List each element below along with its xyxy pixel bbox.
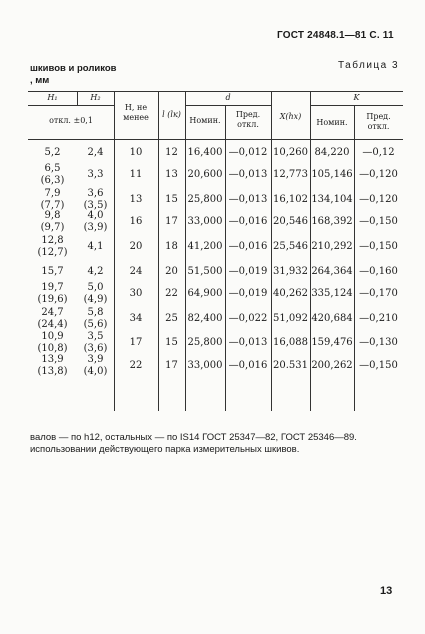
cell-h1: 13,9 (13,8) (37, 354, 68, 377)
header-sub-rule-k (310, 105, 403, 106)
cell-l: 20 (165, 266, 178, 277)
cell-k-tol: —0,130 (359, 337, 398, 348)
cell-h2: 3,6 (3,5) (83, 188, 108, 211)
cell-k-tol: —0,160 (359, 266, 398, 277)
col-header-k: K (353, 93, 360, 102)
cell-x: 31,932 (273, 266, 308, 277)
cell-h2: 5,0 (4,9) (83, 282, 108, 305)
cell-d-tol: —0,022 (228, 313, 268, 324)
col-header-d-tolerance: Пред. откл. (235, 110, 261, 129)
cell-l: 12 (165, 147, 178, 158)
cell-k-tol: —0,210 (359, 313, 398, 324)
cell-x: 25,546 (273, 241, 308, 252)
cell-x: 40,262 (273, 288, 308, 299)
cell-d-nom: 51,500 (187, 266, 223, 277)
cell-k-nom: 84,220 (314, 147, 350, 158)
col-header-l: l (lк) (162, 110, 181, 119)
cell-d-nom: 64,900 (187, 288, 223, 299)
col-header-d: d (225, 93, 231, 102)
table-top-rule (28, 91, 403, 92)
cell-d-nom: 25,800 (187, 194, 223, 205)
cell-h: 30 (129, 288, 143, 299)
cell-h: 24 (129, 266, 143, 277)
cell-h2: 2,4 (87, 147, 104, 158)
cell-h1: 7,9 (7,7) (40, 188, 65, 211)
cell-l: 22 (165, 288, 178, 299)
standard-header: ГОСТ 24848.1—81 С. 11 (277, 30, 394, 41)
cell-d-nom: 33,000 (187, 216, 223, 227)
cell-k-nom: 105,146 (311, 169, 353, 180)
cell-x: 20,546 (273, 216, 308, 227)
cell-h2: 4,1 (87, 241, 104, 252)
header-bottom-rule (28, 139, 403, 140)
cell-h1: 9,8 (9,7) (40, 210, 65, 233)
cell-h1: 24,7 (24,4) (37, 307, 68, 330)
cell-x: 20.531 (273, 360, 308, 371)
col-header-k-tolerance: Пред. откл. (366, 112, 391, 131)
cell-d-nom: 82,400 (187, 313, 223, 324)
cell-k-tol: —0,150 (359, 360, 398, 371)
cell-l: 25 (165, 313, 178, 324)
cell-h1: 6,5 (6,3) (40, 163, 65, 186)
cell-h: 13 (129, 194, 143, 205)
col-header-h2: H₂ (90, 93, 101, 102)
cell-d-tol: —0,016 (228, 216, 268, 227)
cell-l: 18 (165, 241, 178, 252)
col-header-tolerance: откл. ±0,1 (49, 116, 93, 125)
cell-d-tol: —0,013 (228, 194, 268, 205)
cell-h1: 15,7 (41, 266, 64, 277)
cell-k-tol: —0,120 (359, 169, 398, 180)
cell-k-nom: 210,292 (311, 241, 353, 252)
cell-k-nom: 168,392 (311, 216, 353, 227)
header-sub-rule-d (185, 105, 271, 106)
cell-h: 11 (129, 169, 143, 180)
col-header-h-min: H, не менее (123, 103, 149, 122)
cell-h: 22 (129, 360, 143, 371)
cell-k-tol: —0,120 (359, 194, 398, 205)
cell-x: 12,773 (273, 169, 308, 180)
cell-d-tol: —0,013 (228, 337, 268, 348)
col-header-d-nominal: Номин. (189, 116, 221, 125)
cell-d-nom: 20,600 (187, 169, 223, 180)
cell-h1: 10,9 (10,8) (37, 331, 68, 354)
cell-x: 10,260 (273, 147, 308, 158)
cell-d-nom: 41,200 (187, 241, 223, 252)
cell-h: 17 (129, 337, 143, 348)
cell-h1: 12,8 (12,7) (37, 235, 68, 258)
cell-d-nom: 25,800 (187, 337, 223, 348)
cell-h: 34 (129, 313, 143, 324)
cell-d-tol: —0,019 (228, 266, 268, 277)
cell-h2: 3,9 (4,0) (83, 354, 108, 377)
cell-k-nom: 264,364 (311, 266, 353, 277)
cell-k-tol: —0,12 (362, 147, 395, 158)
cell-h: 10 (129, 147, 143, 158)
cell-h: 16 (129, 216, 143, 227)
cell-l: 15 (165, 337, 178, 348)
cell-x: 16,088 (273, 337, 308, 348)
table-continuation-title: шкивов и роликов (30, 63, 117, 74)
cell-h1: 5,2 (44, 147, 61, 158)
cell-d-tol: —0,013 (228, 169, 268, 180)
cell-k-tol: —0,170 (359, 288, 398, 299)
col-header-x: X(hx) (279, 112, 302, 121)
page-number: 13 (380, 585, 393, 597)
cell-h1: 19,7 (19,6) (37, 282, 68, 305)
cell-h2: 5,8 (5,6) (83, 307, 108, 330)
cell-x: 51,092 (273, 313, 308, 324)
cell-h2: 4,0 (3,9) (83, 210, 108, 233)
cell-h2: 3,3 (87, 169, 104, 180)
cell-l: 17 (165, 360, 178, 371)
table-label: Таблица 3 (338, 60, 400, 71)
cell-x: 16,102 (273, 194, 308, 205)
cell-k-nom: 420,684 (311, 313, 353, 324)
cell-l: 13 (165, 169, 178, 180)
cell-k-nom: 159,476 (311, 337, 353, 348)
cell-d-nom: 16,400 (187, 147, 223, 158)
cell-l: 17 (165, 216, 178, 227)
cell-d-tol: —0,019 (228, 288, 268, 299)
cell-h: 20 (129, 241, 143, 252)
cell-l: 15 (165, 194, 178, 205)
col-header-k-nominal: Номин. (316, 118, 348, 127)
cell-h2: 4,2 (87, 266, 104, 277)
footnote-line-2: использовании действующего парка измерительных шкивов. (30, 444, 300, 455)
header-sub-rule-left (28, 105, 114, 106)
cell-d-nom: 33,000 (187, 360, 223, 371)
footnote-line-1: валов — по h12, остальных — по IS14 ГОСТ 25347—82, ГОСТ 25346—89. (30, 432, 357, 443)
cell-k-nom: 134,104 (311, 194, 353, 205)
unit-label: , мм (30, 75, 50, 86)
cell-d-tol: —0,012 (228, 147, 268, 158)
cell-d-tol: —0,016 (228, 241, 268, 252)
cell-d-tol: —0,016 (228, 360, 268, 371)
cell-k-tol: —0,150 (359, 241, 398, 252)
col-header-h1: H₁ (47, 93, 58, 102)
cell-h2: 3,5 (3,6) (83, 331, 108, 354)
cell-k-nom: 335,124 (311, 288, 353, 299)
cell-k-tol: —0,150 (359, 216, 398, 227)
cell-k-nom: 200,262 (311, 360, 353, 371)
